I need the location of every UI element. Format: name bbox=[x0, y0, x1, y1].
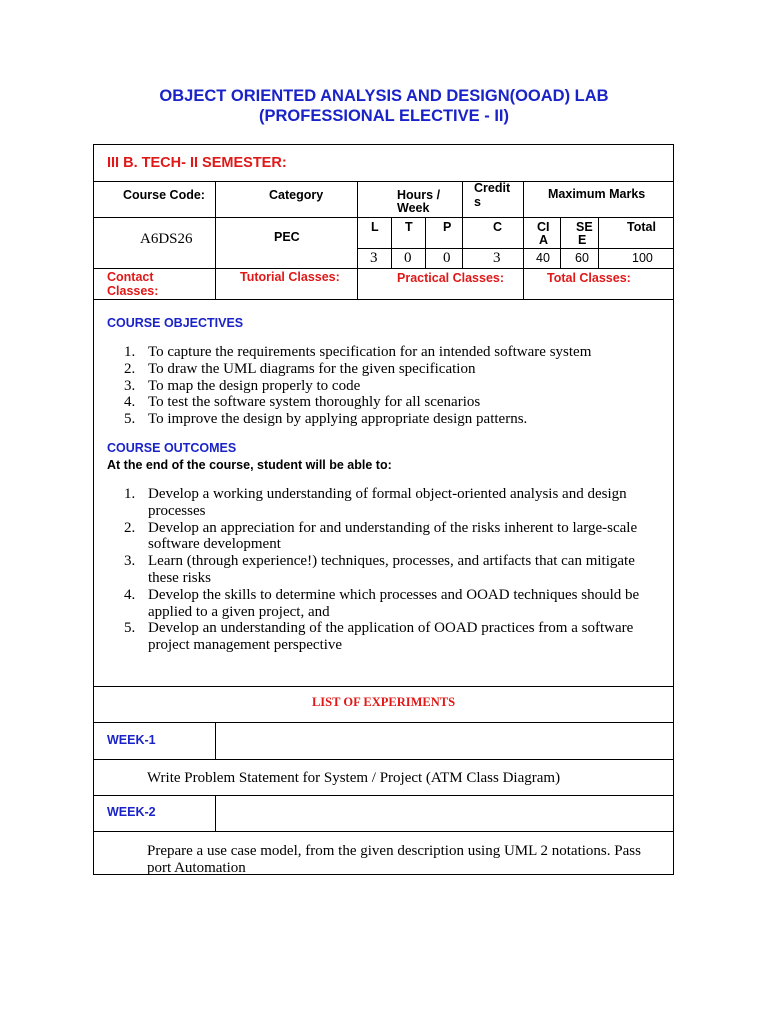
see-label-1: SE bbox=[576, 220, 593, 234]
list-item: Develop the skills to determine which processes and OOAD techniques should be applied to a given project, and bbox=[148, 586, 640, 620]
objectives-heading: COURSE OBJECTIVES bbox=[107, 316, 244, 330]
l-label: L bbox=[371, 220, 379, 234]
list-item: To test the software system thoroughly for all scenarios bbox=[148, 394, 481, 411]
semester-heading: III B. TECH- II SEMESTER: bbox=[107, 155, 287, 171]
list-item: Develop a working understanding of formal object-oriented analysis and design processes bbox=[148, 486, 627, 519]
list-item: To capture the requirements specification for an intended software system bbox=[148, 344, 592, 360]
l-value: 3 bbox=[370, 250, 378, 266]
list-item: To map the design properly to code bbox=[148, 377, 361, 394]
c-label: C bbox=[493, 220, 503, 234]
category-label: Category bbox=[269, 188, 324, 202]
outcomes-heading: COURSE OUTCOMES bbox=[107, 441, 237, 455]
week-1-task: Write Problem Statement for System / Project (ATM Class Diagram) bbox=[147, 770, 561, 786]
outcomes-subheading: At the end of the course, student will be able to: bbox=[107, 458, 392, 472]
contact-classes-2: Classes: bbox=[107, 284, 159, 298]
cia-label-2: A bbox=[539, 233, 549, 247]
credits-label-1: Credit bbox=[474, 181, 511, 195]
contact-classes-1: Contact bbox=[107, 270, 154, 284]
cia-value: 40 bbox=[536, 251, 550, 265]
category-value: PEC bbox=[274, 230, 300, 244]
tutorial-classes: Tutorial Classes: bbox=[240, 270, 340, 284]
week-1-label: WEEK-1 bbox=[107, 733, 156, 747]
course-code: A6DS26 bbox=[140, 231, 193, 247]
t-value: 0 bbox=[404, 250, 412, 266]
total-label: Total bbox=[627, 220, 656, 234]
t-label: T bbox=[405, 220, 413, 234]
hours-label-2: Week bbox=[397, 201, 430, 215]
list-item: Learn (through experience!) techniques, processes, and artifacts that can mitigate these risks bbox=[148, 553, 635, 586]
list-item: Develop an appreciation for and understanding of the risks inherent to large-scale software development bbox=[148, 519, 638, 553]
page-subtitle: (PROFESSIONAL ELECTIVE - II) bbox=[259, 107, 509, 125]
see-label-2: E bbox=[578, 233, 587, 247]
list-item: To draw the UML diagrams for the given specification bbox=[148, 360, 476, 377]
total-value: 100 bbox=[632, 251, 653, 265]
course-code-label: Course Code: bbox=[123, 188, 205, 202]
week-2-label: WEEK-2 bbox=[107, 805, 156, 819]
p-label: P bbox=[443, 220, 452, 234]
course-document bbox=[93, 144, 674, 875]
maximum-marks-label: Maximum Marks bbox=[548, 187, 646, 201]
page-title: OBJECT ORIENTED ANALYSIS AND DESIGN(OOAD) LAB bbox=[159, 87, 609, 105]
week-2-task: Prepare a use case model, from the given description using UML 2 notations. Pass port Automation bbox=[147, 843, 641, 876]
hours-label-1: Hours / bbox=[397, 188, 441, 202]
practical-classes: Practical Classes: bbox=[397, 271, 505, 285]
see-value: 60 bbox=[575, 251, 589, 265]
objectives-list bbox=[94, 344, 708, 428]
credits-label-2: s bbox=[474, 195, 481, 209]
cia-label-1: CI bbox=[537, 220, 550, 234]
outcomes-list bbox=[94, 486, 656, 654]
total-classes: Total Classes: bbox=[547, 271, 631, 285]
experiments-heading: LIST OF EXPERIMENTS bbox=[311, 695, 456, 709]
c-value: 3 bbox=[493, 250, 501, 266]
p-value: 0 bbox=[443, 250, 451, 266]
list-item: To improve the design by applying appropriate design patterns. bbox=[148, 411, 528, 428]
list-item: Develop an understanding of the application of OOAD practices from a software project management perspective bbox=[148, 620, 634, 654]
